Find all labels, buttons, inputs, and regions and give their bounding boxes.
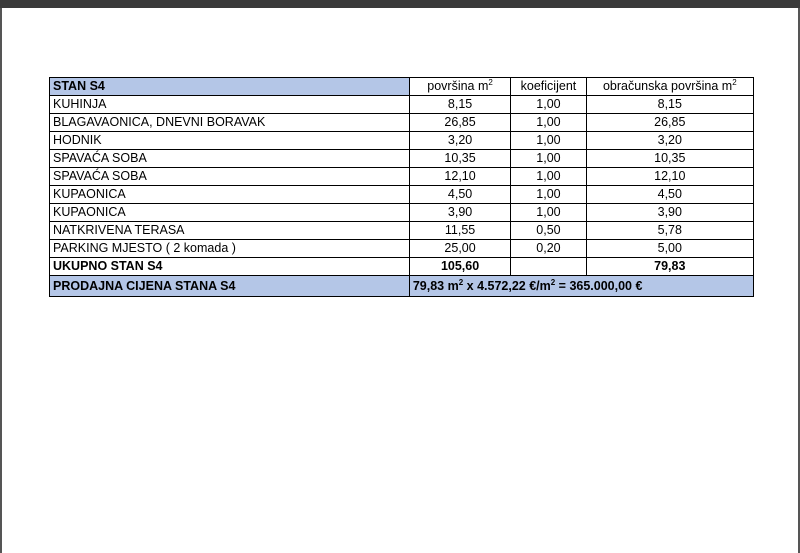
price-label: PRODAJNA CIJENA STANA S4 <box>50 276 410 297</box>
room-name: HODNIK <box>50 132 410 150</box>
header-area: površina $m^2$ <box>409 78 510 96</box>
room-name: PARKING MJESTO ( 2 komada ) <box>50 240 410 258</box>
table-header-row <box>50 78 754 96</box>
total-label: UKUPNO STAN S4 <box>50 258 410 276</box>
table-row <box>50 204 754 222</box>
room-calculated-area: 8,15 <box>586 96 753 114</box>
price-formula: 79,83 $m^2$ x 4.572,22 $€/m^2 = 365.000,00$ € <box>409 276 753 297</box>
room-coefficient: 1,00 <box>511 150 586 168</box>
room-area: 3,90 <box>409 204 510 222</box>
room-coefficient: 1,00 <box>511 96 586 114</box>
room-name: SPAVAĆA SOBA <box>50 150 410 168</box>
table-row <box>50 132 754 150</box>
room-name: KUHINJA <box>50 96 410 114</box>
room-coefficient: 1,00 <box>511 132 586 150</box>
room-area: 8,15 <box>409 96 510 114</box>
table-title: STAN S4 <box>50 78 410 96</box>
price-row <box>50 276 754 297</box>
header-coefficient: koeficijent <box>511 78 586 96</box>
total-area: 105,60 <box>409 258 510 276</box>
room-calculated-area: 3,90 <box>586 204 753 222</box>
room-coefficient: 0,20 <box>511 240 586 258</box>
header-calculated-area: obračunska površina $m^2$ <box>586 78 753 96</box>
table-row <box>50 168 754 186</box>
table-row <box>50 114 754 132</box>
room-calculated-area: 26,85 <box>586 114 753 132</box>
room-coefficient: 0,50 <box>511 222 586 240</box>
room-coefficient: 1,00 <box>511 168 586 186</box>
total-row <box>50 258 754 276</box>
room-calculated-area: 3,20 <box>586 132 753 150</box>
room-calculated-area: 4,50 <box>586 186 753 204</box>
room-area: 4,50 <box>409 186 510 204</box>
room-calculated-area: 5,78 <box>586 222 753 240</box>
room-coefficient: 1,00 <box>511 186 586 204</box>
table-row <box>50 96 754 114</box>
room-calculated-area: 5,00 <box>586 240 753 258</box>
room-name: BLAGAVAONICA, DNEVNI BORAVAK <box>50 114 410 132</box>
table-row <box>50 222 754 240</box>
table-row <box>50 240 754 258</box>
apartment-area-table <box>49 77 754 297</box>
room-area: 3,20 <box>409 132 510 150</box>
room-coefficient: 1,00 <box>511 114 586 132</box>
room-area: 25,00 <box>409 240 510 258</box>
total-calculated-area: 79,83 <box>586 258 753 276</box>
room-calculated-area: 10,35 <box>586 150 753 168</box>
table-row <box>50 186 754 204</box>
room-area: 12,10 <box>409 168 510 186</box>
viewer-top-bar <box>0 0 800 8</box>
total-coefficient <box>511 258 586 276</box>
room-coefficient: 1,00 <box>511 204 586 222</box>
room-name: KUPAONICA <box>50 204 410 222</box>
room-calculated-area: 12,10 <box>586 168 753 186</box>
table-row <box>50 150 754 168</box>
room-area: 10,35 <box>409 150 510 168</box>
room-name: NATKRIVENA TERASA <box>50 222 410 240</box>
room-name: SPAVAĆA SOBA <box>50 168 410 186</box>
room-name: KUPAONICA <box>50 186 410 204</box>
room-area: 11,55 <box>409 222 510 240</box>
page-left-border <box>0 8 2 553</box>
room-area: 26,85 <box>409 114 510 132</box>
